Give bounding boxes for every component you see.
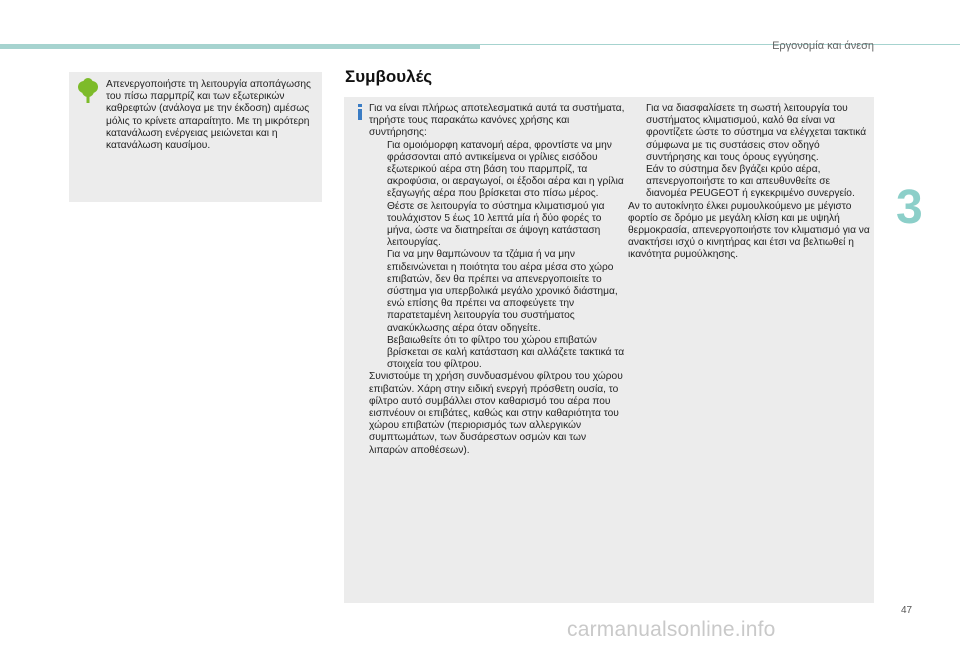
- section-title: Συμβουλές: [345, 67, 433, 86]
- eco-note-text: Απενεργοποιήστε τη λειτουργία αποπάγωσης του πίσω παρμπρίζ και των εξωτερικών καθρεφτών (ανάλογα με την έκδοση) αμέσως μόλις το κρίνετε απαραίτητο. Με τη μικρότερη κατανάλωση ενέργειας μειώνεται και η κατανάλωση καυσίμου.: [106, 79, 311, 152]
- list-item: [369, 335, 627, 372]
- list-item: [369, 249, 627, 334]
- filter-paragraph: Συνιστούμε τη χρήση συνδυασμένου φίλτρου του χώρου επιβατών. Χάρη στην ειδική ενεργή πρόσθετη ουσία, το φίλτρο αυτό συμβάλλει στον καθαρισμό του αέρα που εισπνέουν οι επιβάτες, καθώς και στην καθαριότητα του χώρου επιβατών (περιορισμός των αλλεργικών συμπτωμάτων, των δυσάρεστων οσμών και των λιπαρών αποθέσεων).: [369, 371, 623, 456]
- list-item-text: Για να διασφαλίσετε τη σωστή λειτουργία του συστήματος κλιματισμού, καλό θα είναι να φροντίζετε ώστε το σύστημα να ελέγχεται τακτικά σύμφωνα με τις συστάσεις στον οδηγό συντήρησης και τους όρους εγγύησης.: [646, 103, 867, 163]
- eco-tree-icon: [77, 78, 99, 104]
- list-item-text: Για ομοιόμορφη κατανομή αέρα, φροντίστε να μην φράσσονται από αντικείμενα οι γρίλιες εισόδου εξωτερικού αέρα στη βάση του παρμπρίζ, τα ακροφύσια, οι αεραγωγοί, οι έξοδοι αέρα και η γρίλια εξαγωγής αέρα που βρίσκεται στο πίσω μέρος.: [387, 139, 624, 200]
- advice-right-column: [628, 103, 873, 262]
- info-icon: [352, 104, 368, 120]
- towing-paragraph: Αν το αυτοκίνητο έλκει ρυμουλκούμενο με μέγιστο φορτίο σε δρόμο με μεγάλη κλίση και με υψηλή θερμοκρασία, απενεργοποιήστε τον κλιματισμό για να ανακτήσει ισχύ ο κινητήρας και έτσι να βελτιωθεί η ικανότητα ρυμούλκησης.: [628, 200, 870, 261]
- list-item: [369, 201, 627, 250]
- list-item: [628, 103, 873, 164]
- list-item-text: Εάν το σύστημα δεν βγάζει κρύο αέρα, απενεργοποιήστε το και απευθυνθείτε σε διανομέα PEUGEOT ή εγκεκριμένο συνεργείο.: [646, 164, 855, 200]
- list-item: [369, 140, 627, 201]
- watermark: carmanualsonline.info: [567, 618, 776, 641]
- page-number: 47: [901, 605, 913, 616]
- header-accent-bar: [0, 44, 480, 49]
- list-item-text: Θέστε σε λειτουργία το σύστημα κλιματισμού για τουλάχιστον 5 έως 10 λεπτά μία ή δύο φορές το μήνα, ώστε να διατηρείται σε άψογη κατάσταση λειτουργίας.: [387, 200, 605, 249]
- advice-intro: Για να είναι πλήρως αποτελεσματικά αυτά τα συστήματα, τηρήστε τους παρακάτω κανόνες χρήσης και συντήρησης:: [369, 103, 625, 139]
- list-item-text: Για να μην θαμπώνουν τα τζάμια ή να μην επιδεινώνεται η ποιότητα του αέρα μέσα στο χώρο επιβατών, δεν θα πρέπει να απενεργοποιείτε το σύστημα για υπερβολικά μεγάλο χρονικό διάστημα, ενώ επίσης θα πρέπει να αποφεύγετε την παρατεταμένη λειτουργία του συστήματος ανακύκλωσης αέρα όταν οδηγείτε.: [387, 249, 618, 334]
- chapter-number: 3: [896, 181, 923, 234]
- list-item: [628, 164, 873, 201]
- list-item-text: Βεβαιωθείτε ότι το φίλτρο του χώρου επιβατών βρίσκεται σε καλή κατάσταση και αλλάζετε τακτικά τα στοιχεία του φίλτρου.: [387, 334, 625, 371]
- advice-left-column: [369, 103, 627, 457]
- header-rule: [480, 44, 960, 45]
- chapter-title: Εργονομία και άνεση: [772, 40, 874, 52]
